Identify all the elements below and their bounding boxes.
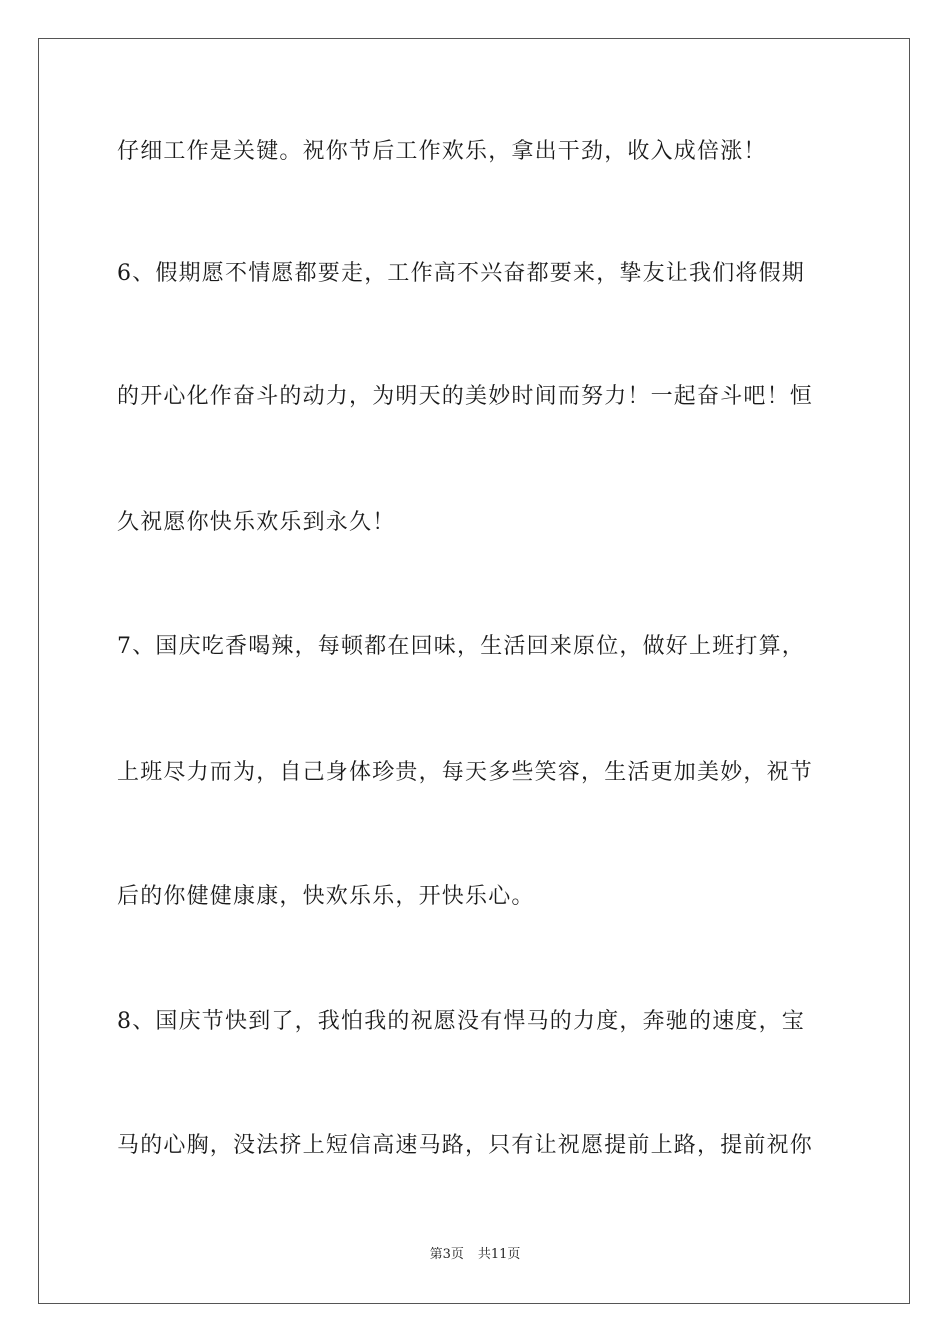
text-line: 7、国庆吃香喝辣，每顿都在回味，生活回来原位，做好上班打算， bbox=[117, 634, 805, 659]
text-line: 6、假期愿不情愿都要走，工作高不兴奋都要来，挚友让我们将假期 bbox=[117, 261, 805, 286]
text-line: 仔细工作是关键。祝你节后工作欢乐，拿出干劲，收入成倍涨！ bbox=[117, 139, 767, 164]
text-line: 的开心化作奋斗的动力，为明天的美妙时间而努力！一起奋斗吧！恒 bbox=[117, 384, 814, 409]
text-line: 8、国庆节快到了，我怕我的祝愿没有悍马的力度，奔驰的速度，宝 bbox=[117, 1009, 805, 1034]
page-number: 第3页 bbox=[429, 1247, 464, 1262]
text-line: 久祝愿你快乐欢乐到永久！ bbox=[117, 510, 396, 535]
text-line: 马的心胸，没法挤上短信高速马路，只有让祝愿提前上路，提前祝你 bbox=[117, 1133, 814, 1158]
text-line: 上班尽力而为，自己身体珍贵，每天多些笑容，生活更加美妙，祝节 bbox=[117, 760, 814, 785]
page-footer bbox=[0, 1246, 950, 1264]
page-border bbox=[38, 38, 910, 1304]
text-line: 后的你健健康康，快欢乐乐，开快乐心。 bbox=[117, 884, 535, 909]
page-total: 共11页 bbox=[477, 1247, 521, 1262]
